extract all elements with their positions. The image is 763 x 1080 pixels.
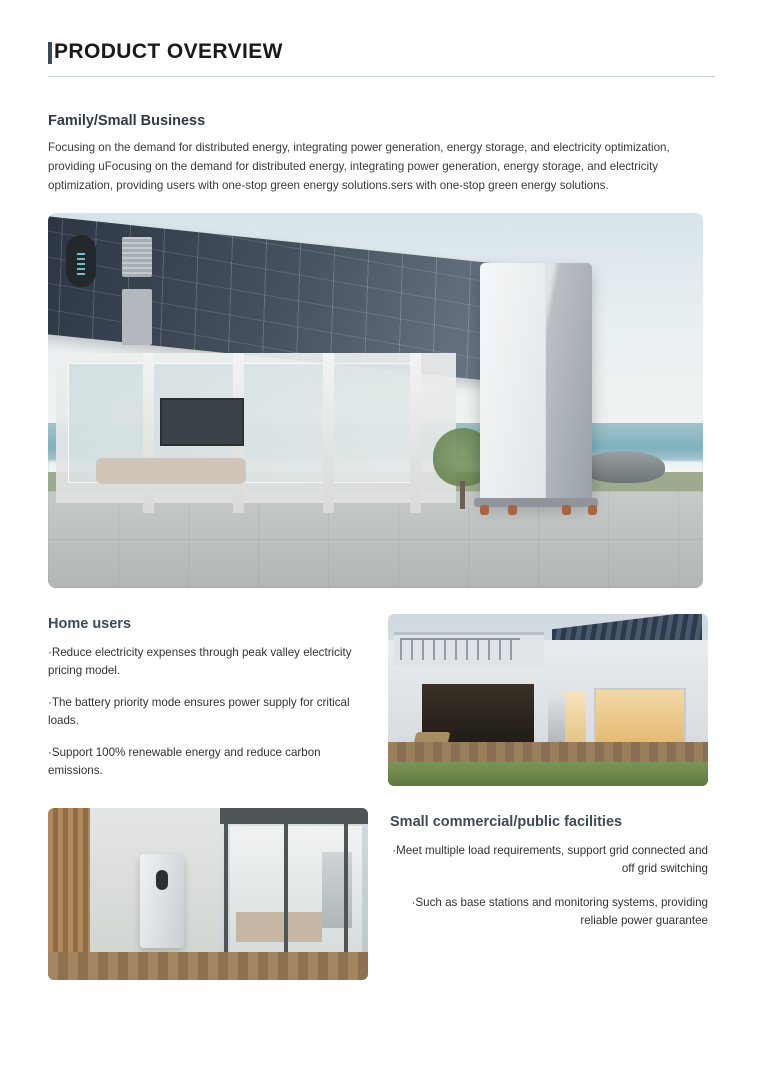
cabinet-base — [474, 498, 598, 507]
cabinet-caster — [588, 505, 597, 515]
thumb2-unit-display — [156, 870, 168, 890]
title-accent-bar — [48, 42, 52, 64]
cabinet-vents — [122, 237, 152, 277]
commercial-bullet-1: ·Meet multiple load requirements, support grid connected and off grid switching — [392, 844, 708, 876]
home-users-image — [388, 614, 708, 786]
intro-heading: Family/Small Business — [48, 113, 206, 129]
commercial-image — [48, 808, 368, 980]
thumb1-deck — [388, 742, 708, 764]
home-users-heading: Home users — [48, 616, 132, 633]
tree-trunk — [460, 481, 465, 509]
cabinet-caster — [508, 505, 517, 515]
commercial-text — [390, 808, 708, 946]
cabinet-caster — [480, 505, 489, 515]
thumb2-storage-unit — [140, 854, 184, 948]
thumb1-lit-window — [594, 688, 686, 748]
hero-illustration — [48, 213, 703, 588]
thumb2-wood-slats — [48, 808, 90, 954]
hero-image — [48, 213, 703, 588]
television — [160, 398, 244, 446]
commercial-bullet-2: ·Such as base stations and monitoring systems, providing reliable power guarantee — [411, 896, 708, 928]
intro-body: Focusing on the demand for distributed energy, integrating power generation, energy storage, and electricity optimization, providing uFocusing on the demand for distributed energy, integrating power generation, energy storage, and electricity optimization, providing users with one-stop green energy solutions.sers with one-stop green energy solutions. — [48, 141, 670, 192]
thumb1-storage-unit — [548, 694, 565, 746]
cabinet-indicator-lights — [77, 253, 85, 275]
energy-storage-cabinet — [480, 263, 592, 501]
pillar — [143, 353, 154, 513]
cabinet-caster — [562, 505, 571, 515]
home-users-bullet-3: ·Support 100% renewable energy and reduce carbon emissions. — [48, 746, 321, 778]
pillar — [410, 353, 421, 513]
thumb2-deck — [48, 952, 368, 980]
header-divider — [48, 76, 715, 77]
intro-section — [48, 113, 715, 195]
rock — [581, 451, 665, 483]
page-title: PRODUCT OVERVIEW — [54, 40, 283, 63]
home-users-bullet-1: ·Reduce electricity expenses through peak valley electricity pricing model. — [48, 646, 352, 678]
thumb2-kitchen-counter — [236, 912, 322, 942]
thumb1-lawn — [388, 762, 708, 786]
home-users-text — [48, 614, 366, 780]
page-header — [48, 40, 715, 91]
pillar — [323, 353, 334, 513]
home-users-bullet-2: ·The battery priority mode ensures power supply for critical loads. — [48, 696, 350, 728]
thumb1-balcony-railing — [400, 638, 520, 660]
cabinet-front-panel — [480, 263, 546, 501]
cabinet-side-panel — [122, 289, 152, 345]
commercial-section — [48, 808, 715, 980]
commercial-heading: Small commercial/public facilities — [390, 814, 623, 831]
home-users-section — [48, 614, 715, 786]
sofa — [96, 458, 246, 484]
